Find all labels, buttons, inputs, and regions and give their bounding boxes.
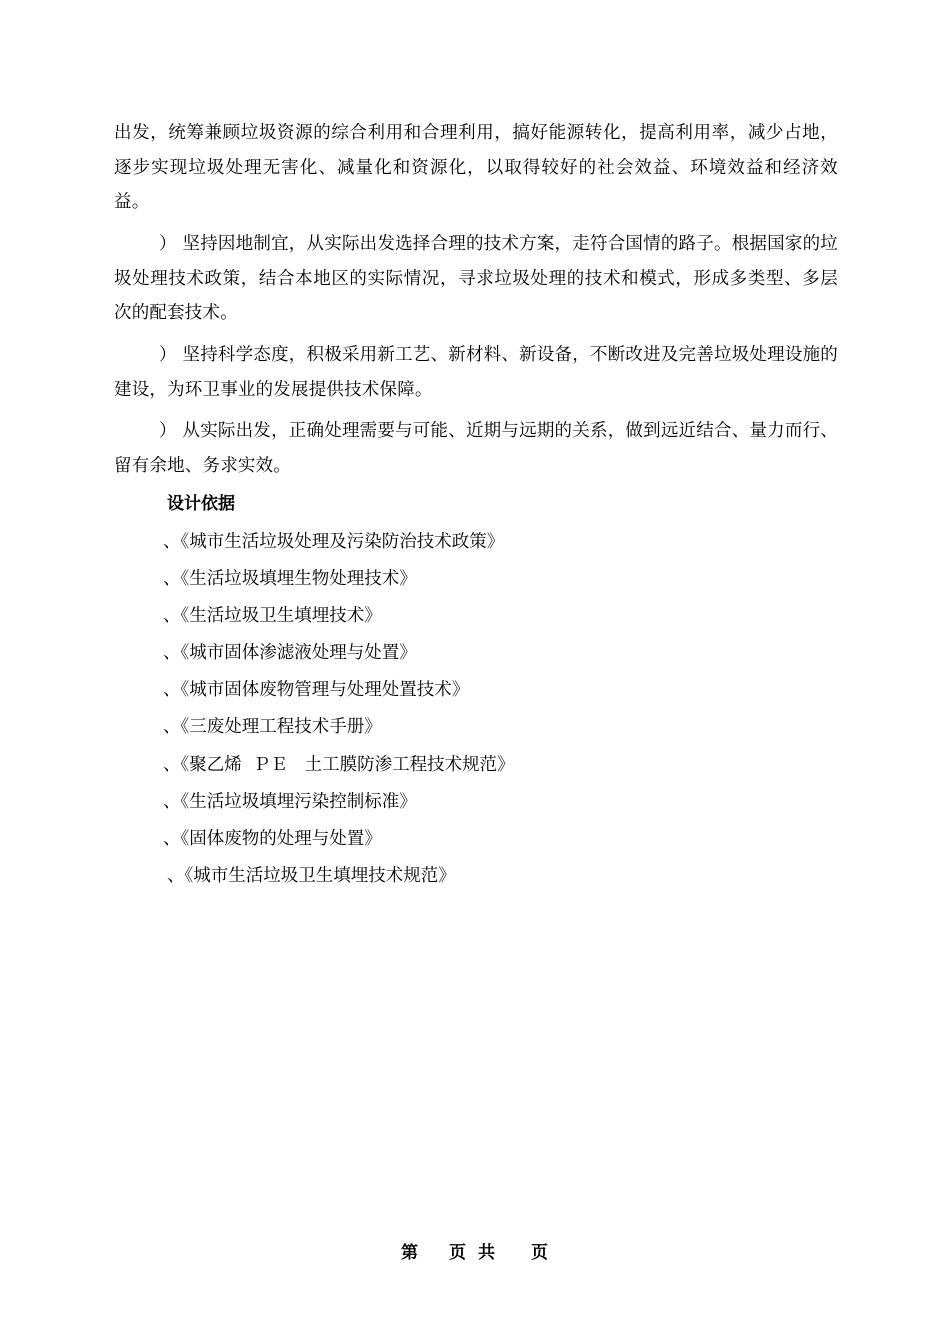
footer-total-suffix: 页 (531, 1243, 548, 1263)
page-footer (0, 1238, 950, 1266)
reference-item: 、《城市生活垃圾处理及污染防治技术政策》 (163, 532, 505, 552)
reference-item: 、《生活垃圾填埋污染控制标准》 (163, 792, 417, 812)
section-heading-design-basis: 设计依据 (167, 494, 235, 514)
reference-item: 、《生活垃圾卫生填埋技术》 (163, 606, 382, 626)
reference-item: 、《三废处理工程技术手册》 (163, 717, 382, 737)
reference-item: 、《城市固体废物管理与处理处置技术》 (163, 680, 470, 700)
reference-item: 、《固体废物的处理与处置》 (163, 829, 382, 849)
paragraph-principle-local-conditions: ） 坚持因地制宜，从实际出发选择合理的技术方案，走符合国情的路子。根据国家的垃圾处理技术政策，结合本地区的实际情况，寻求垃圾处理的技术和模式，形成多类型、多层次的配套技术。 (114, 234, 838, 323)
reference-item: 、《生活垃圾填埋生物处理技术》 (163, 569, 417, 589)
reference-item: 、《聚乙烯 ＰＥ 土工膜防渗工程技术规范》 (163, 755, 515, 775)
reference-item: 、《城市固体渗滤液处理与处置》 (163, 643, 417, 663)
footer-page-label: 第 (401, 1243, 418, 1263)
footer-total-label: 共 (478, 1243, 495, 1263)
paragraph-principle-scientific-attitude: ） 坚持科学态度，积极采用新工艺、新材料、新设备，不断改进及完善垃圾处理设施的建设，为环卫事业的发展提供技术保障。 (114, 345, 838, 400)
paragraph-principle-practical: ） 从实际出发，正确处理需要与可能、近期与远期的关系，做到远近结合、量力而行、留有余地、务求实效。 (114, 421, 838, 476)
paragraph-intro-continuation: 出发，统筹兼顾垃圾资源的综合利用和合理利用，搞好能源转化，提高利用率，减少占地，逐步实现垃圾处理无害化、减量化和资源化，以取得较好的社会效益、环境效益和经济效益。 (114, 123, 838, 212)
footer-page-suffix: 页 (449, 1243, 466, 1263)
reference-item: 、《城市生活垃圾卫生填埋技术规范》 (167, 866, 456, 886)
